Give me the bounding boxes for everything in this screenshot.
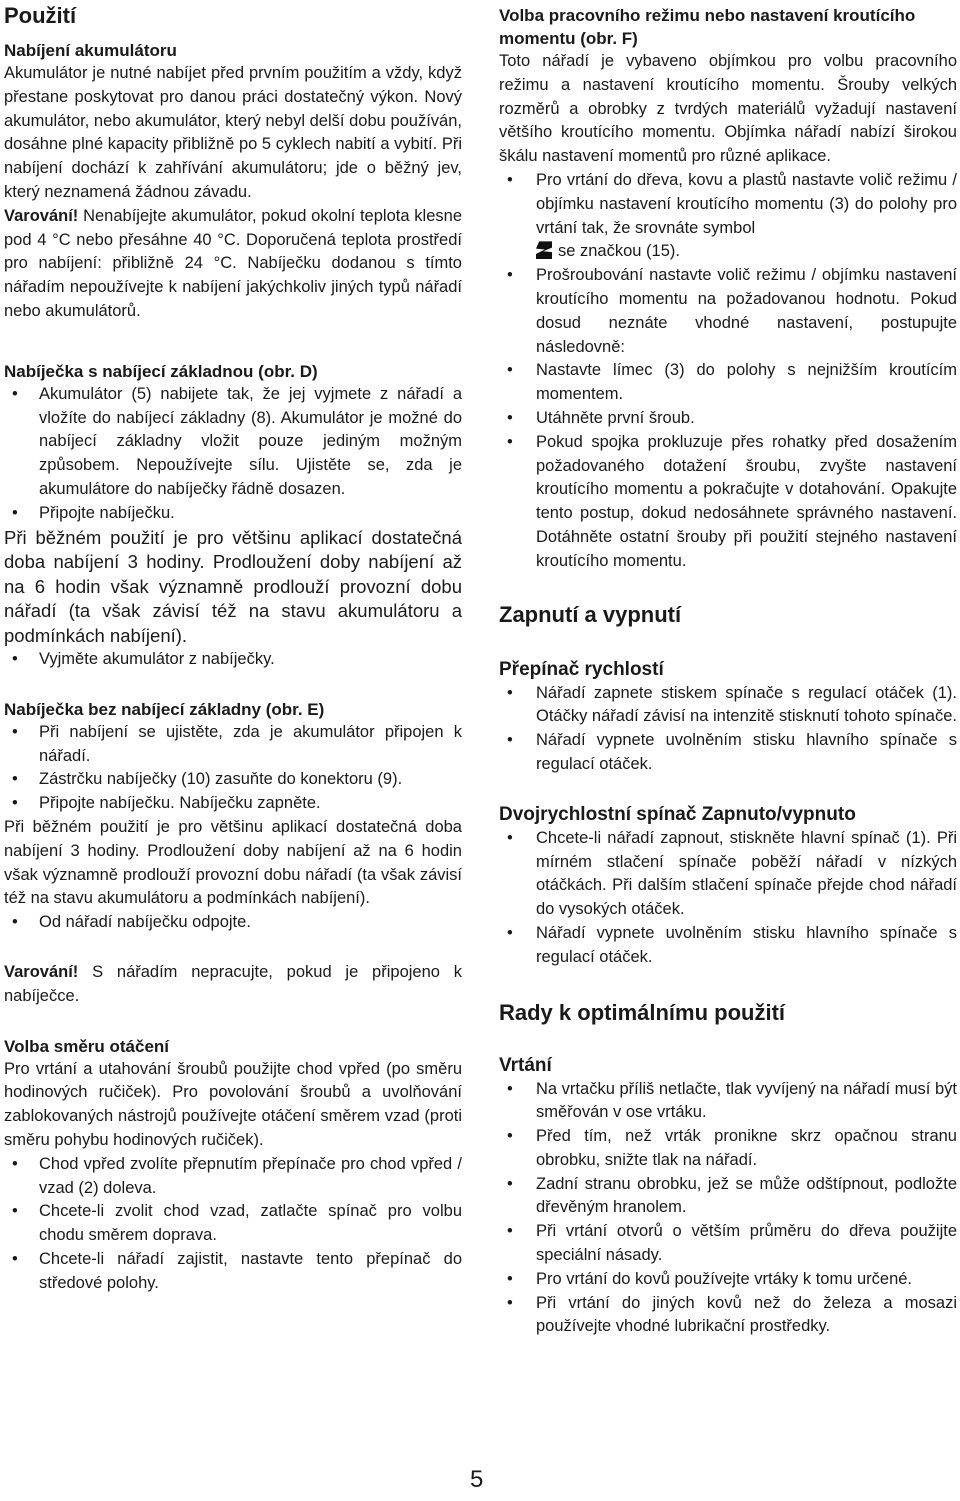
torque-heading: Volba pracovního režimu nebo nastavení kroutícího momentu (obr. F) — [499, 6, 916, 48]
warning-2 — [4, 961, 462, 1009]
list-item: • Akumulátor (5) nabijete tak, že jej vyjmete z nářadí a vložíte do nabíjecí základny (8). Akumulátor je možné do nabíjecí základny vložit pouze jediným možným způsobem. Nepoužívejte sílu. Ujistěte se, zda je akumulátore do nabíječky řádně dosazen. — [12, 384, 462, 498]
dual-switch-heading: Dvojrychlostní spínač Zapnuto/vypnuto — [499, 803, 856, 825]
list-item: • Pro vrtání do kovů používejte vrtáky k tomu určené. — [507, 1269, 913, 1288]
list-item: • Připojte nabíječku. — [12, 503, 175, 522]
on-off-heading: Zapnutí a vypnutí — [499, 601, 682, 627]
with-base-paragraph: Při běžném použití je pro většinu aplikací dostatečná doba nabíjení 3 hodiny. Prodloužení doby nabíjení až na 6 hodin však významně prodlouží provozní dobu nářadí (ta však závisí též na stavu akumulátoru a podmínkách nabíjení). — [4, 526, 462, 646]
list-item: • Od nářadí nabíječku odpojte. — [12, 913, 251, 932]
list-item: • Zástrčku nabíječky (10) zasuňte do konektoru (9). — [12, 770, 403, 789]
direction-heading: Volba směru otáčení — [4, 1036, 170, 1056]
tips-heading: Rady k optimálnímu použití — [499, 999, 786, 1025]
list-item: • Nářadí vypnete uvolněním stisku hlavního spínače s regulací otáček. — [507, 923, 957, 966]
without-base-list — [4, 721, 462, 816]
mode-symbol-icon — [536, 241, 552, 259]
speed-list — [499, 682, 957, 777]
list-item: • Chcete-li nářadí zajistit, nastavte tento přepínač do středové polohy. — [12, 1249, 462, 1292]
without-base-list-2 — [4, 911, 462, 935]
speed-heading: Přepínač rychlostí — [499, 658, 664, 680]
torque-paragraph: Toto nářadí je vybaveno objímkou pro volbu pracovního režimu a nastavení kroutícího momentu. Šrouby velkých rozměrů a obrobky z tvrdých materiálů vyžadují nastavení většího kroutícího momentu. Objímka nářadí nabízí širokou škálu nastavení momentů pro různé aplikace. — [499, 52, 957, 166]
list-item: • Chcete-li zvolit chod vzad, zatlačte spínač pro volbu chodu směrem doprava. — [12, 1202, 462, 1245]
list-item: • Při vrtání otvorů o větším průměru do dřeva použijte speciální násady. — [507, 1222, 957, 1265]
drilling-list — [499, 1078, 957, 1340]
section-title: Použití — [4, 3, 77, 28]
page-number: 5 — [470, 1466, 484, 1493]
direction-list — [4, 1153, 462, 1296]
list-item: • Nářadí zapnete stiskem spínače s regulací otáček (1). Otáčky nářadí závisí na intenzitě stisknutí tohoto spínače. — [507, 683, 957, 726]
charging-warning — [4, 205, 462, 324]
list-item: • Nářadí vypnete uvolněním stisku hlavního spínače s regulací otáček. — [507, 731, 957, 773]
with-base-list-2 — [4, 648, 462, 672]
with-base-list — [4, 383, 462, 526]
with-base-heading: Nabíječka s nabíjecí základnou (obr. D) — [4, 361, 318, 381]
list-item: • Pokud spojka prokluzuje přes rohatky před dosažením požadovaného dotažení šroubu, zvyšte nastavení kroutícího momentu a pokračujte v dotahování. Opakujte tento postup, dokud nedosáhnete správného nastavení. Dotáhněte ostatní šrouby při použití stejného nastavení kroutícího momentu. — [507, 432, 957, 570]
list-item: • Zadní stranu obrobku, jež se může odštípnout, podložte dřevěným hranolem. — [507, 1174, 957, 1217]
warning-2-label: Varování! — [4, 963, 79, 982]
charging-heading: Nabíjení akumulátoru — [4, 41, 177, 60]
drilling-heading: Vrtání — [499, 1054, 552, 1076]
list-item: • Připojte nabíječku. Nabíječku zapněte. — [12, 794, 321, 813]
right-column — [499, 0, 957, 1339]
list-item: • Při nabíjení se ujistěte, zda je akumulátor připojen k nářadí. — [12, 722, 462, 765]
list-item: • Chcete-li nářadí zapnout, stiskněte hlavní spínač (1). Při mírném stlačení spínače poběží nářadí v nízkých otáčkách. Při dalším stlačení spínače přejde chod nářadí do vysokých otáček. — [507, 828, 957, 919]
dual-switch-list — [499, 827, 957, 970]
warning-text: Nenabíjejte akumulátor, pokud okolní teplota klesne pod 4 °C nebo přesáhne 40 °C. Doporučená teplota prostředí pro nabíjení: přibližně 24 °C. Nabíječku dodanou s tímto nářadím nepoužívejte k nabíjení jakýchkoliv jiných typů nářadí nebo akumulátorů. — [4, 206, 462, 320]
list-item: • Prošroubování nastavte volič režimu / objímku nastavení kroutícího momentu na požadovanou hodnotu. Pokud dosud neznáte vhodné nastavení, postupujte následovně: — [507, 266, 957, 356]
list-item: • Nastavte límec (3) do polohy s nejnižším kroutícím momentem. — [507, 361, 957, 404]
list-item: • Při vrtání do jiných kovů než do železa a mosazi používejte vhodné lubrikační prostředky. — [507, 1293, 957, 1336]
list-item: • Na vrtačku příliš netlačte, tlak vyvíjený na nářadí musí být směřován v ose vrtáku. — [507, 1079, 957, 1122]
list-item: • Utáhněte první šroub. — [507, 408, 695, 427]
list-item: • Vyjměte akumulátor z nabíječky. — [12, 650, 275, 669]
warning-2-text: S nářadím nepracujte, pokud je připojeno k nabíječce. — [4, 963, 462, 1005]
list-item: • Před tím, než vrták pronikne skrz opačnou stranu obrobku, snižte tlak na nářadí. — [507, 1127, 957, 1169]
direction-paragraph: Pro vrtání a utahování šroubů použijte chod vpřed (po směru hodinových ručiček). Pro povolování šroubů a uvolňování zablokovaných nástrojů používejte otáčení směrem vzad (proti směru pohybu hodinových ručiček). — [4, 1059, 462, 1149]
without-base-heading: Nabíječka bez nabíjecí základny (obr. E) — [4, 699, 325, 719]
without-base-paragraph: Při běžném použití je pro většinu aplikací dostatečná doba nabíjení 3 hodiny. Prodloužení doby nabíjení až na 6 hodin však významně prodlouží provozní dobu nářadí (ta však závisí též na stavu akumulátoru a podmínkách nabíjení). — [4, 818, 462, 908]
warning-label: Varování! — [4, 206, 79, 225]
charging-paragraph: Akumulátor je nutné nabíjet před prvním použitím a vždy, když přestane poskytovat pro danou práci dostatečný výkon. Nový akumulátor, nebo akumulátor, který nebyl delší dobu používán, dosáhne plné kapacity přibližně po 5 cyklech nabití a vybití. Při nabíjení dochází k zahřívání akumulátoru; jde o běžný jev, který neznamená žádnou závadu. — [4, 64, 462, 201]
list-item: • Chod vpřed zvolíte přepnutím přepínače pro chod vpřed / vzad (2) doleva. — [12, 1154, 462, 1197]
torque-list — [499, 169, 957, 574]
list-item: • Pro vrtání do dřeva, kovu a plastů nastavte volič režimu / objímku nastavení kroutícího momentu (3) do polohy pro vrtání tak, že srovnáte symbol se značkou (15). — [507, 170, 957, 261]
left-column — [4, 0, 462, 1296]
